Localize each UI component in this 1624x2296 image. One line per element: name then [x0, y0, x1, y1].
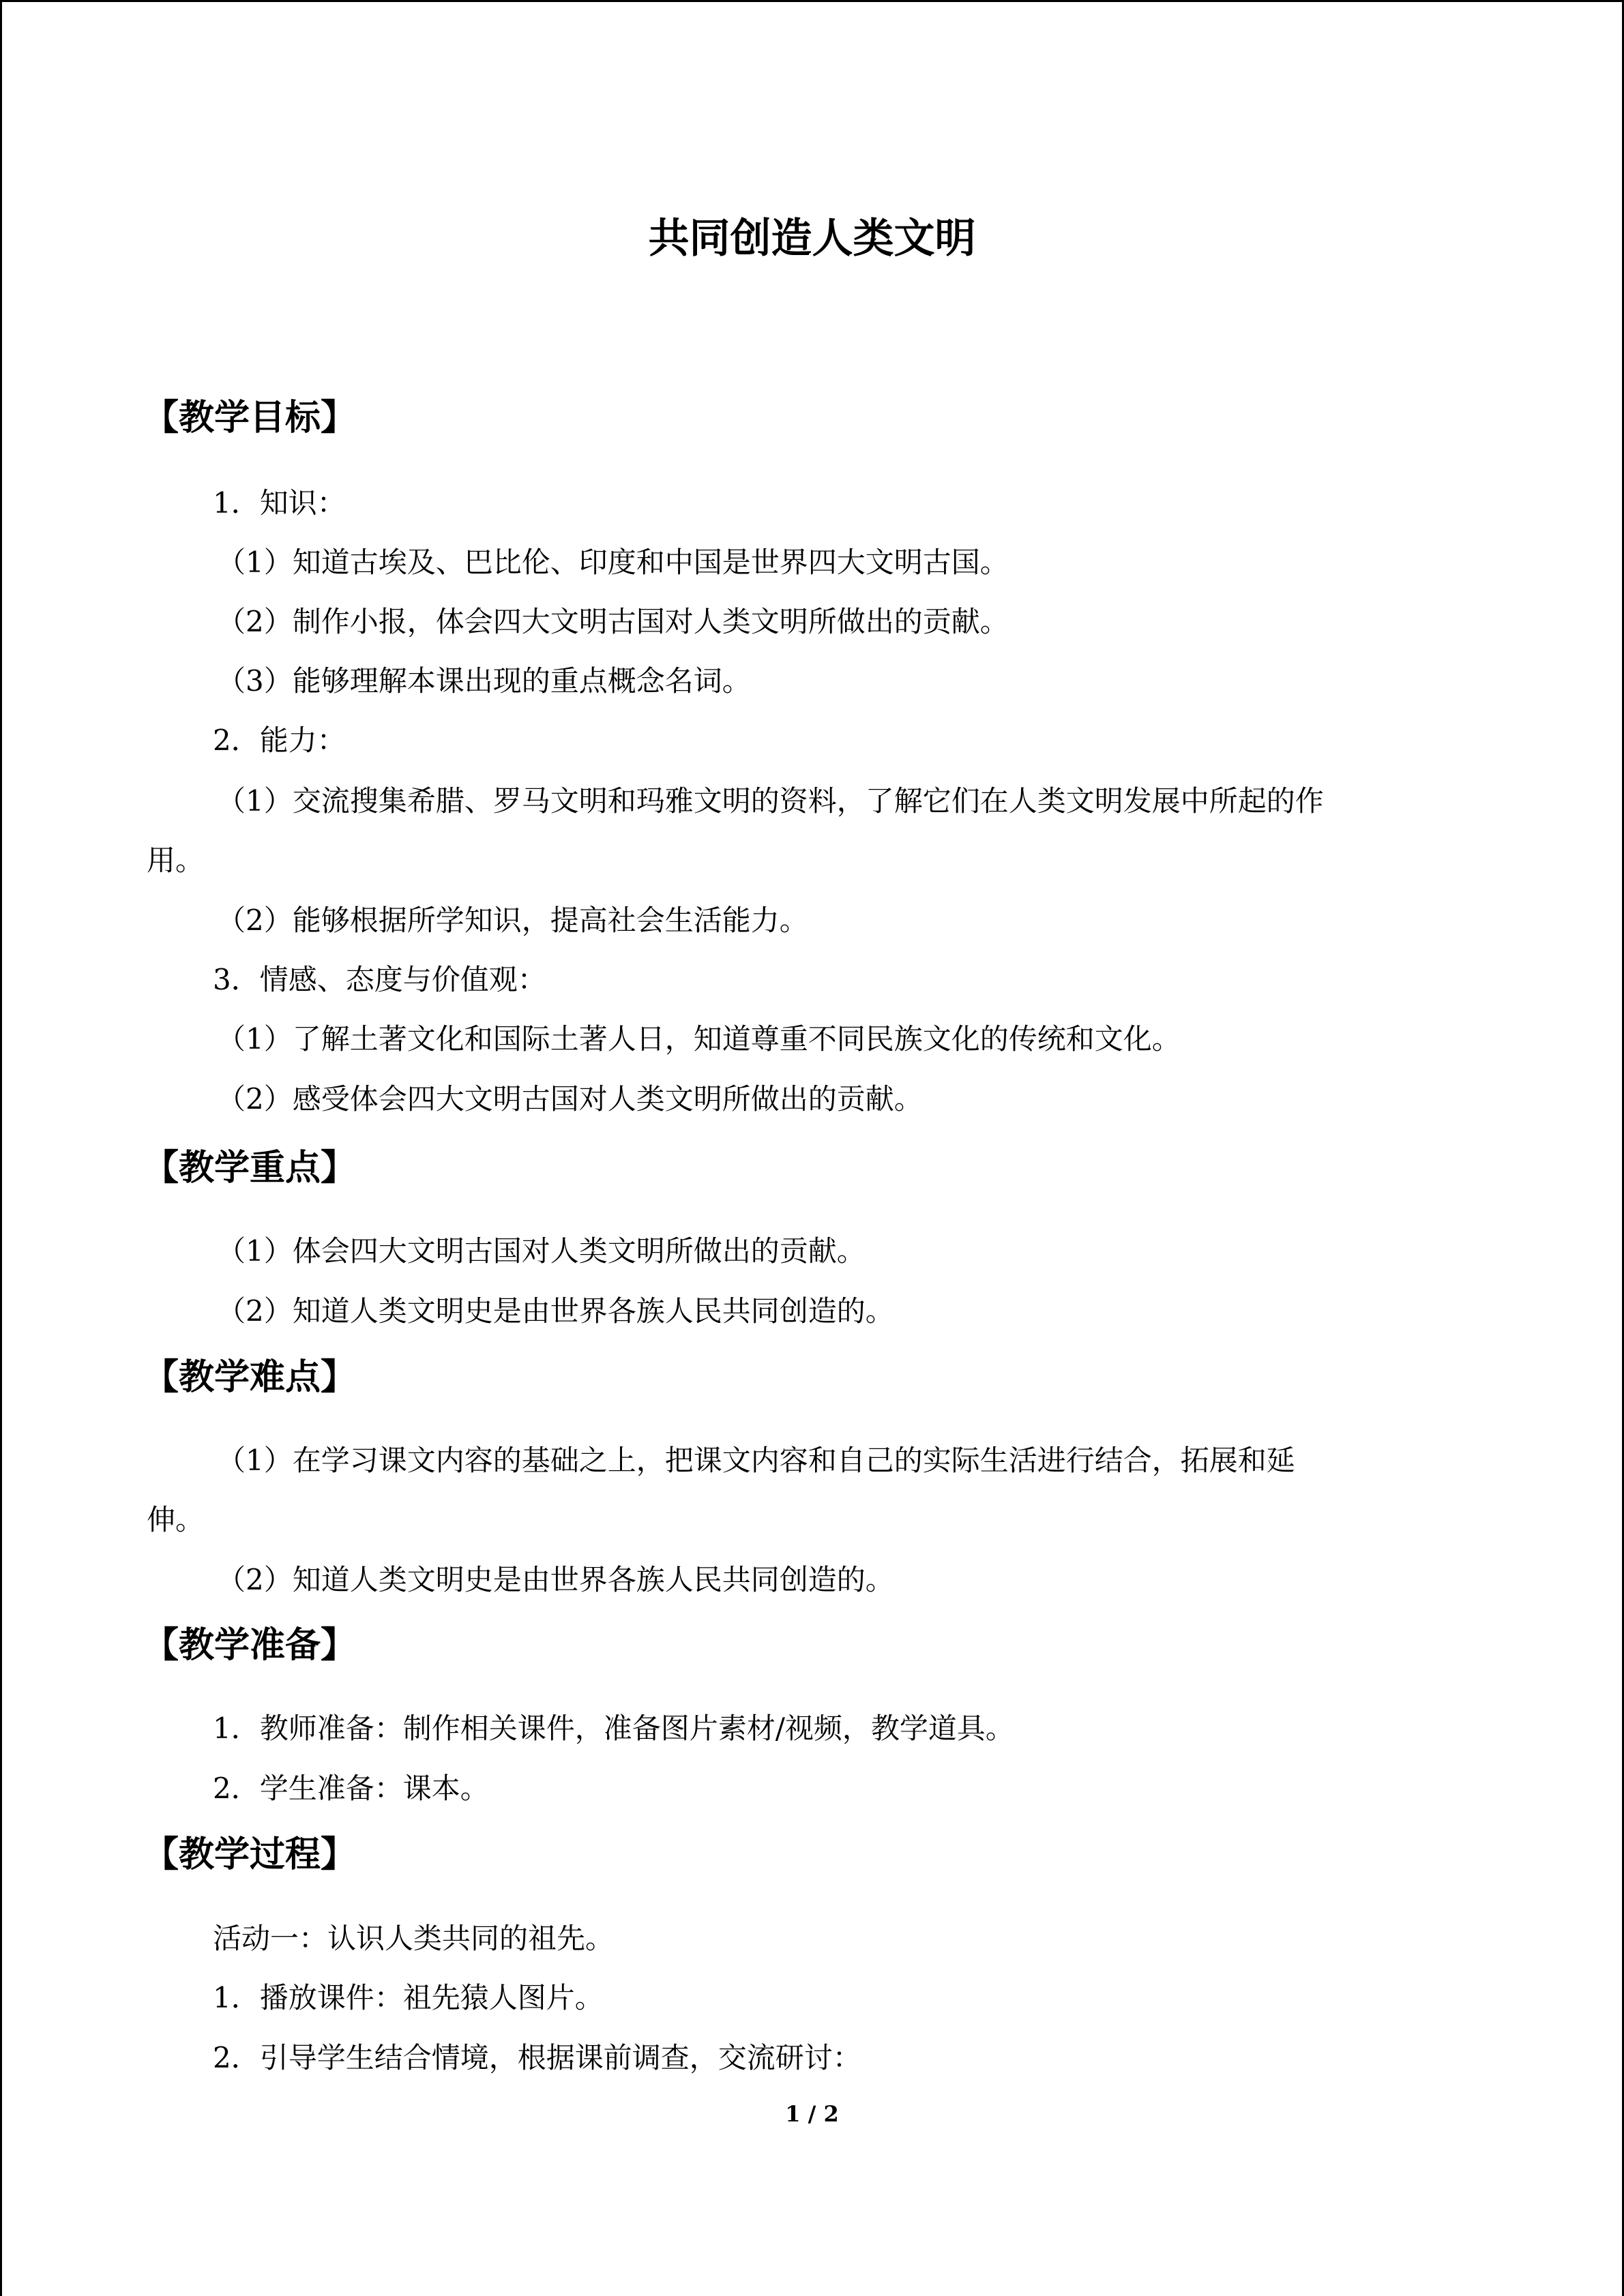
objective-ability-1a: （1）交流搜集希腊、罗马文明和玛雅文明的资料，了解它们在人类文明发展中所起的作 — [217, 784, 1324, 818]
heading-key-points: 【教学重点】 — [143, 1148, 357, 1189]
objective-emotion-1: （1）了解土著文化和国际土著人日，知道尊重不同民族文化的传统和文化。 — [217, 1022, 1181, 1056]
heading-process: 【教学过程】 — [143, 1834, 357, 1875]
difficulty-2: （2）知道人类文明史是由世界各族人民共同创造的。 — [217, 1563, 894, 1596]
objective-knowledge-1: （1）知道古埃及、巴比伦、印度和中国是世界四大文明古国。 — [217, 546, 1009, 579]
heading-difficulties: 【教学难点】 — [143, 1357, 357, 1398]
difficulty-1b: 伸。 — [147, 1503, 205, 1536]
objective-ability-1b: 用。 — [147, 844, 205, 877]
objective-emotion-2: （2）感受体会四大文明古国对人类文明所做出的贡献。 — [217, 1082, 923, 1116]
document-title: 共同创造人类文明 — [648, 215, 976, 263]
key-point-2: （2）知道人类文明史是由世界各族人民共同创造的。 — [217, 1294, 894, 1328]
process-step-1: 1．播放课件：祖先猿人图片。 — [213, 1981, 604, 2014]
heading-preparation: 【教学准备】 — [143, 1625, 357, 1666]
process-step-2: 2．引导学生结合情境，根据课前调查，交流研讨： — [213, 2041, 861, 2074]
process-activity-1: 活动一：认识人类共同的祖先。 — [213, 1922, 615, 1955]
key-point-1: （1）体会四大文明古国对人类文明所做出的贡献。 — [217, 1234, 866, 1268]
objective-knowledge-2: （2）制作小报，体会四大文明古国对人类文明所做出的贡献。 — [217, 605, 1009, 638]
objective-emotion-label: 3．情感、态度与价值观： — [213, 963, 546, 996]
objective-ability-2: （2）能够根据所学知识，提高社会生活能力。 — [217, 904, 808, 937]
preparation-1: 1．教师准备：制作相关课件，准备图片素材/视频，教学道具。 — [213, 1712, 1014, 1745]
page-number: 1 / 2 — [785, 2101, 839, 2127]
heading-objectives: 【教学目标】 — [143, 398, 357, 438]
objective-knowledge-3: （3）能够理解本课出现的重点概念名词。 — [217, 664, 751, 698]
difficulty-1a: （1）在学习课文内容的基础之上，把课文内容和自己的实际生活进行结合，拓展和延 — [217, 1444, 1295, 1477]
objective-knowledge-label: 1．知识： — [213, 486, 346, 520]
preparation-2: 2．学生准备：课本。 — [213, 1772, 489, 1805]
objective-ability-label: 2．能力： — [213, 724, 346, 757]
